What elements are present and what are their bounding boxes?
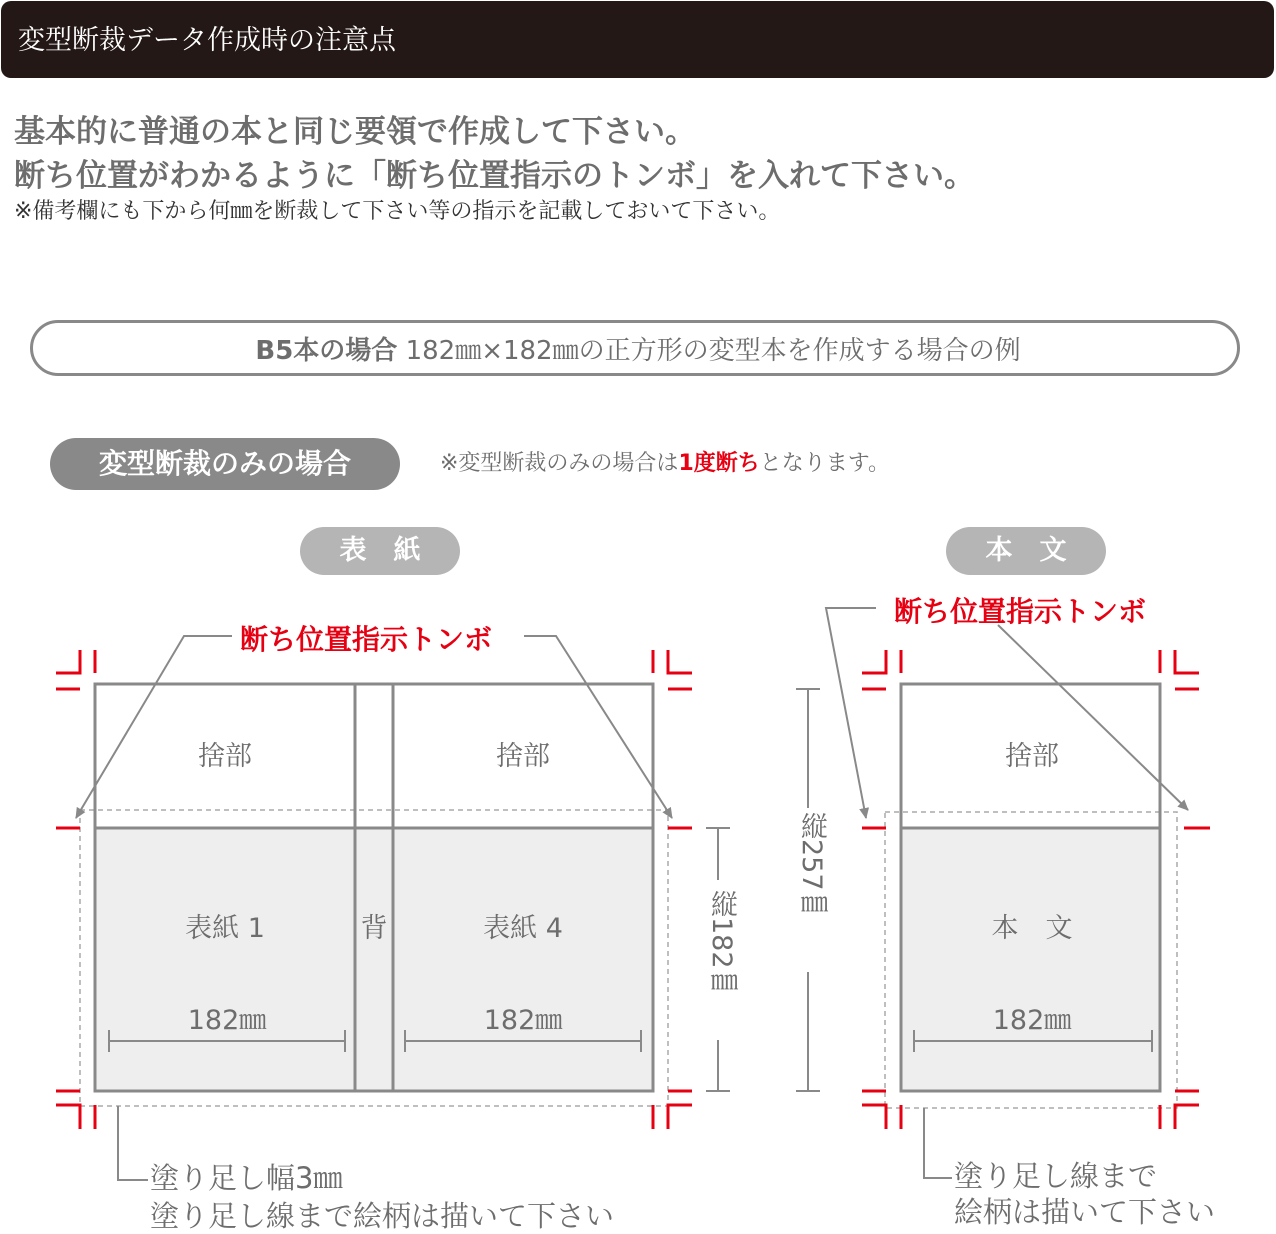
cover-heading: 表 紙 [300,527,460,575]
body-panel-area [901,828,1160,1091]
body-width-label: 182㎜ [992,1005,1072,1036]
intro-note: ※備考欄にも下から何㎜を断裁して下さい等の指示を記載しておいて下さい。 [14,199,781,224]
intro-line-1: 基本的に普通の本と同じ要領で作成して下さい。 [14,114,696,150]
cover-tombo-label: 断ち位置指示トンボ [240,623,493,656]
cover-waste-left: 捨部 [198,741,252,772]
cover-height-label: 縦182㎜ [706,890,737,996]
cover-bleed-note-1: 塗り足し幅3㎜ [150,1161,343,1195]
cover-width-label-right: 182㎜ [483,1005,563,1036]
page-title: 変型断裁データ作成時の注意点 [18,25,396,56]
cover-bleed-leader [118,1106,148,1180]
cover-panel-area [95,828,653,1091]
body-tombo-arrows [826,608,1188,818]
section-note-prefix: ※変型断裁のみの場合は [440,451,679,476]
cover-panel-4: 表紙 4 [483,913,563,944]
section-pill: 変型断裁のみの場合 [50,438,400,490]
cover-panel-1: 表紙 1 [185,913,265,944]
cover-width-label-left: 182㎜ [187,1005,267,1036]
example-label: B5本の場合 [255,336,398,366]
cover-tombo-arrows [76,636,672,818]
example-text: 182㎜×182㎜の正方形の変型本を作成する場合の例 [405,336,1021,366]
body-panel: 本 文 [991,913,1073,944]
body-heading: 本 文 [946,527,1106,575]
cover-waste-right: 捨部 [496,741,550,772]
intro-line-2: 断ち位置がわかるように「断ち位置指示のトンボ」を入れて下さい。 [14,158,975,194]
body-bleed-note-1: 塗り足し線まで [954,1159,1158,1193]
body-height-label: 縦257㎜ [796,812,827,918]
body-bleed-leader [924,1108,952,1178]
body-bleed-note-2: 絵柄は描いて下さい [954,1195,1216,1229]
section-note-suffix: となります。 [759,451,890,476]
section-note-emphasis: 1度断ち [678,451,760,476]
cover-spine: 背 [360,913,388,944]
cover-bleed-note-2: 塗り足し線まで絵柄は描いて下さい [150,1199,615,1233]
body-tombo-label: 断ち位置指示トンボ [894,595,1147,628]
body-waste: 捨部 [1005,741,1059,772]
